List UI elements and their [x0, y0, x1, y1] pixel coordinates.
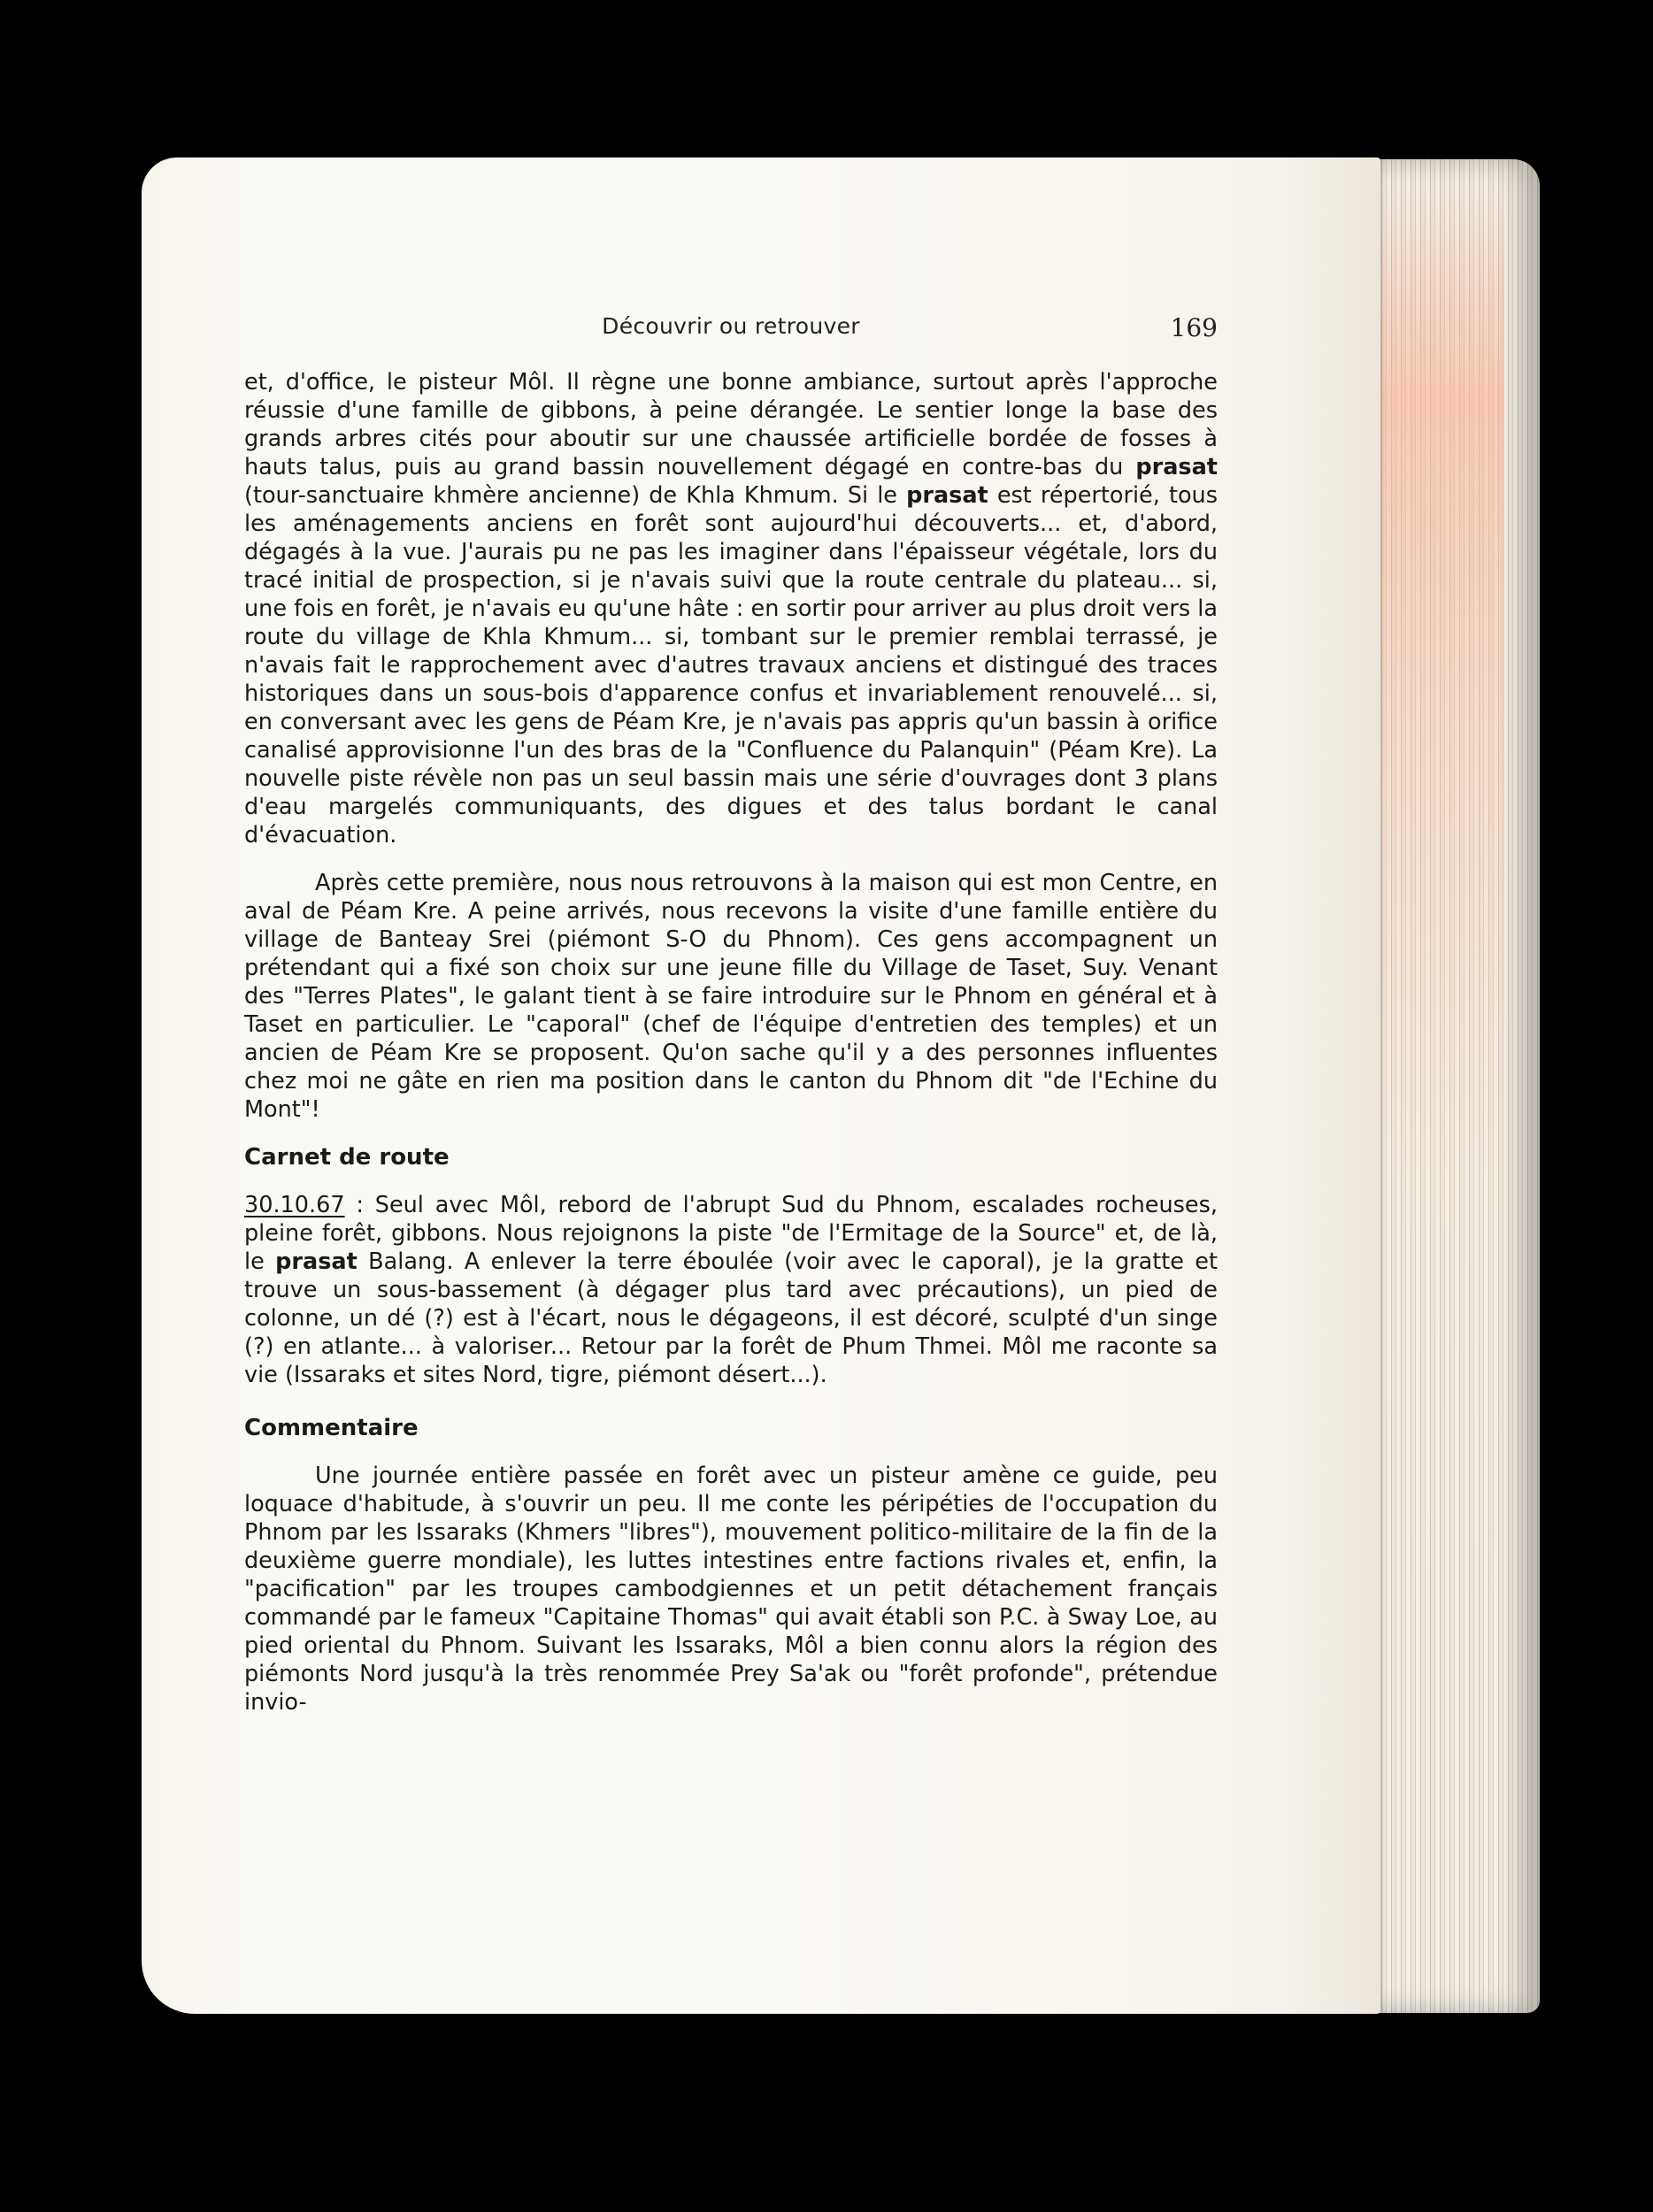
- paragraph-gap: [244, 1389, 1218, 1414]
- paragraph-1: [244, 368, 1218, 849]
- term-prasat: prasat: [1135, 454, 1218, 480]
- paragraph-2: Après cette première, nous nous retrouvons à la maison qui est mon Centre, en aval de Péam Kre. A peine arrivés, nous recevons la visite d'une famille entière du village de Banteay Srei (piémont S-O du Phnom). Ces gens accompagnent un prétendant qui a fixé son choix sur une jeune fille du Village de Taset, Suy. Venant des "Terres Plates", le galant tient à se faire introduire sur le Phnom en général et à Taset en particulier. Le "caporal" (chef de l'équipe d'entretien des temples) et un ancien de Péam Kre se proposent. Qu'on sache qu'il y a des personnes influentes chez moi ne gâte en rien ma position dans le canton du Phnom dit "de l'Echine du Mont"!: [244, 870, 1218, 1123]
- journal-part-c: Balang. A enlever la terre éboulée (voir avec le caporal), je la gratte et trouve un sous-bassement (à dégager plus tard avec précautions), un pied de colonne, un dé (?) est à l'écart, nous le dégageons, il est décoré, sculpté d'un singe (?) en atlante... à valoriser... Retour par la forêt de Phum Thmei. Môl me raconte sa vie (Issaraks et sites Nord, tigre, piémont désert...).: [244, 1248, 1218, 1388]
- paragraph-1-part-d: est répertorié, tous les aménagements anciens en forêt sont aujourd'hui découverts... et, d'abord, dégagés à la vue. J'aurais pu ne pas les imaginer dans l'épaisseur végétale, lors du tracé initial de prospection, si je n'avais suivi que la route centrale du plateau... si, une fois en forêt, je n'avais eu qu'une hâte : en sortir pour arriver au plus droit vers la route du village de Khla Khmum... si, tombant sur le premier remblai terrassé, je n'avais fait le rapprochement avec d'autres travaux anciens et distingué des traces historiques dans un sous-bois d'apparence confus et invariablement renouvelé... si, en conversant avec les gens de Péam Kre, je n'avais pas appris qu'un bassin à orifice canalisé approvisionne l'un des bras de la "Confluence du Palanquin" (Péam Kre). La nouvelle piste révèle non pas un seul bassin mais une série d'ouvrages dont 3 plans d'eau margelés communiquants, des digues et des talus bordant le canal d'évacuation.: [244, 482, 1218, 849]
- term-prasat: prasat: [275, 1248, 358, 1275]
- paragraph-1-part-a: et, d'office, le pisteur Môl. Il règne une bonne ambiance, surtout après l'approche réussie d'une famille de gibbons, à peine dérangée. Le sentier longe la base des grands arbres cités pour aboutir sur une chaussée artificielle bordée de fosses à hauts talus, puis au grand bassin nouvellement dégagé en contre-bas du: [244, 369, 1218, 480]
- journal-date: 30.10.67: [244, 1192, 345, 1218]
- paragraph-gap: [244, 1171, 1218, 1191]
- body-text: [244, 368, 1218, 1717]
- commentary-paragraph: Une journée entière passée en forêt avec un pisteur amène ce guide, peu loquace d'habitude, à s'ouvrir un peu. Il me conte les péripéties de l'occupation du Phnom par les Issaraks (Khmers "libres"), mouvement politico-militaire de la fin de la deuxième guerre mondiale), les luttes intestines entre factions rivales et, enfin, la "pacification" par les troupes cambodgiennes et un petit détachement français commandé par le fameux "Capitaine Thomas" qui avait établi son P.C. à Sway Loe, au pied oriental du Phnom. Suivant les Issaraks, Môl a bien connu alors la région des piémonts Nord jusqu'à la très renommée Prey Sa'ak ou "forêt profonde", prétendue invio-: [244, 1463, 1218, 1716]
- paragraph-1-part-c: (tour-sanctuaire khmère ancienne) de Khla Khmum. Si le: [244, 482, 907, 509]
- paragraph-gap: [244, 1442, 1218, 1462]
- book-page: [142, 157, 1380, 2014]
- section-heading-commentaire: Commentaire: [244, 1415, 419, 1441]
- journal-part-a: : Seul avec Môl, rebord de l'abrupt Sud du Phnom, escalades rocheuses, pleine forêt, gibbons. Nous rejoignons la piste "de l'Ermitage de la Source" et, de là, le: [244, 1192, 1218, 1275]
- journal-entry: [244, 1191, 1218, 1389]
- paragraph-gap: [244, 849, 1218, 869]
- page-header: [244, 313, 1218, 349]
- paragraph-gap: [244, 1124, 1218, 1143]
- section-heading-carnet: Carnet de route: [244, 1144, 450, 1171]
- term-prasat: prasat: [906, 482, 988, 509]
- page-number: 169: [1170, 313, 1218, 342]
- running-title: Découvrir ou retrouver: [602, 313, 860, 339]
